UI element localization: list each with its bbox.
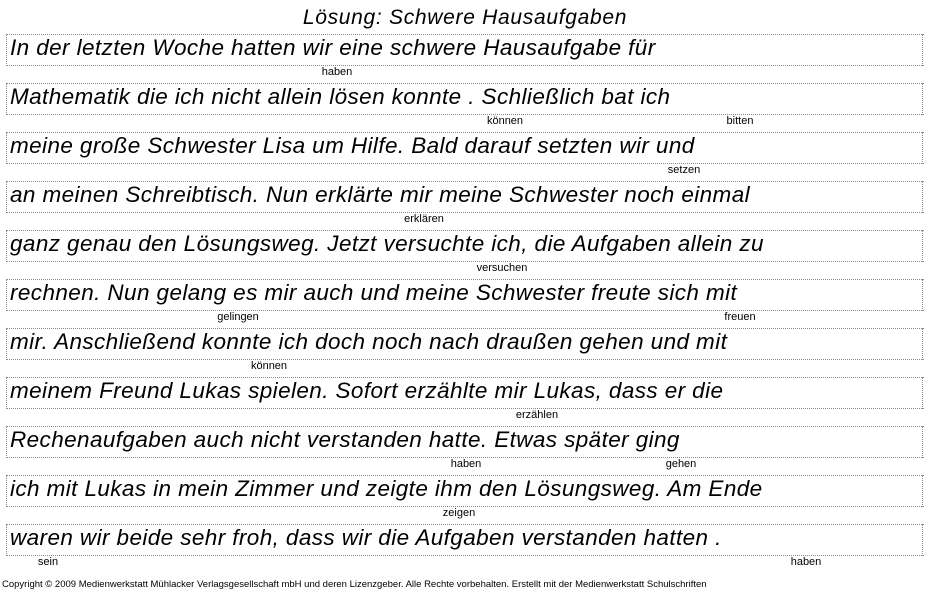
writing-line[interactable] <box>6 132 924 164</box>
sentence-text: In der letzten Woche hatten wir eine schwere Hausaufgabe für <box>10 35 656 60</box>
verb-hint: freuen <box>724 311 756 323</box>
verb-hint: können <box>486 115 524 127</box>
writing-line-block <box>0 328 930 377</box>
hint-row <box>0 262 930 277</box>
hint-row <box>0 213 930 228</box>
sentence-text: ich mit Lukas in mein Zimmer und zeigte ihm den Lösungsweg. Am Ende <box>10 476 763 501</box>
sentence-text: an meinen Schreibtisch. Nun erklärte mir meine Schwester noch einmal <box>10 182 751 207</box>
hint-row <box>0 360 930 375</box>
writing-line[interactable] <box>6 475 924 507</box>
sentence-text: mir. Anschließend konnte ich doch noch nach draußen gehen und mit <box>10 329 728 354</box>
verb-hint: versuchen <box>476 262 528 274</box>
writing-line-block <box>0 377 930 426</box>
writing-line-block <box>0 83 930 132</box>
verb-hint: können <box>250 360 288 372</box>
hint-row <box>0 66 930 81</box>
writing-line[interactable] <box>6 426 924 458</box>
verb-hint: haben <box>321 66 353 78</box>
sentence-text: meinem Freund Lukas spielen. Sofort erzählte mir Lukas, dass er die <box>10 378 724 403</box>
hint-row <box>0 556 930 571</box>
verb-hint: gehen <box>665 458 697 470</box>
writing-line[interactable] <box>6 34 924 66</box>
sentence-text: waren wir beide sehr froh, dass wir die Aufgaben verstanden hatten . <box>10 525 722 550</box>
writing-line-block <box>0 475 930 524</box>
verb-hint: haben <box>450 458 482 470</box>
hint-row <box>0 115 930 130</box>
hint-row <box>0 507 930 522</box>
writing-line[interactable] <box>6 83 924 115</box>
verb-hint: zeigen <box>442 507 476 519</box>
writing-line[interactable] <box>6 524 924 556</box>
hint-row <box>0 409 930 424</box>
sentence-text: meine große Schwester Lisa um Hilfe. Bald darauf setzten wir und <box>10 133 695 158</box>
writing-line-block <box>0 426 930 475</box>
writing-line-block <box>0 524 930 573</box>
writing-line[interactable] <box>6 377 924 409</box>
sentence-text: rechnen. Nun gelang es mir auch und meine Schwester freute sich mit <box>10 280 738 305</box>
writing-line-block <box>0 279 930 328</box>
writing-line-block <box>0 34 930 83</box>
sentence-text: ganz genau den Lösungsweg. Jetzt versuchte ich, die Aufgaben allein zu <box>10 231 764 256</box>
verb-hint: sein <box>37 556 59 568</box>
writing-line-block <box>0 181 930 230</box>
writing-lines-area <box>0 34 930 573</box>
sentence-text: Mathematik die ich nicht allein lösen konnte . Schließlich bat ich <box>10 84 671 109</box>
verb-hint: gelingen <box>217 311 259 323</box>
writing-line[interactable] <box>6 328 924 360</box>
verb-hint: erklären <box>404 213 444 225</box>
verb-hint: bitten <box>726 115 754 127</box>
hint-row <box>0 311 930 326</box>
copyright-footer: Copyright © 2009 Medienwerkstatt Mühlacker Verlagsgesellschaft mbH und deren Lizenzgeber. Alle Rechte vorbehalten. Erstellt mit der Medienwerkstatt Schulschriften <box>2 579 707 590</box>
hint-row <box>0 458 930 473</box>
verb-hint: haben <box>790 556 822 568</box>
page-title: Lösung: Schwere Hausaufgaben <box>302 6 628 29</box>
hint-row <box>0 164 930 179</box>
writing-line-block <box>0 230 930 279</box>
verb-hint: setzen <box>667 164 701 176</box>
writing-line[interactable] <box>6 181 924 213</box>
sentence-text: Rechenaufgaben auch nicht verstanden hatte. Etwas später ging <box>10 427 680 452</box>
writing-line[interactable] <box>6 279 924 311</box>
writing-line[interactable] <box>6 230 924 262</box>
writing-line-block <box>0 132 930 181</box>
verb-hint: erzählen <box>515 409 559 421</box>
